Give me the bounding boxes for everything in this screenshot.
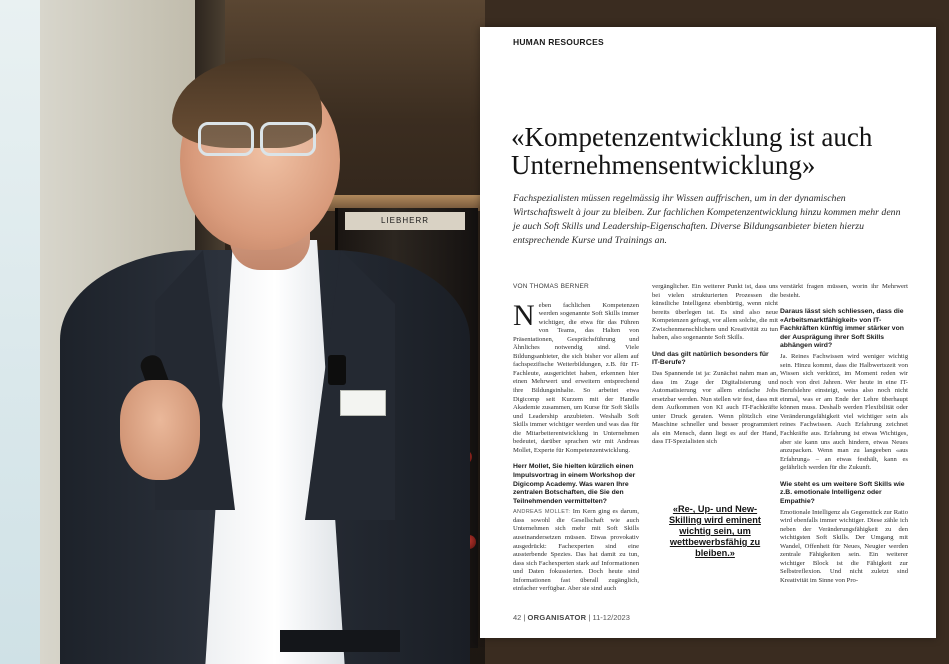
magazine-name: ORGANISATOR	[527, 613, 587, 622]
text-column-3	[780, 283, 908, 613]
article-lead: Fachspezialisten müssen regelmässig ihr Wissen auffrischen, um in der dynamischen Wirtschaftswelt à jour zu bleiben. Zur fachlichen Kompetenzentwicklung hinzu kommen mehr denn je auch Soft Skills und Leadership-Eigenschaften. Diverse Bildungsanbieter bieten hierzu entsprechende Kurse und Trainings an.	[513, 193, 901, 246]
text-column-1	[513, 283, 639, 613]
interview-question: Daraus lässt sich schliessen, dass die «Arbeitsmarktfähigkeit» von IT-Fachkräften künftig immer stärker von der Ausprägung ihrer Soft Skills abhängen wird?	[780, 308, 904, 350]
hand	[120, 380, 200, 480]
fridge-label: LIEBHERR	[345, 212, 465, 230]
body-paragraph: vergänglicher. Ein weiterer Punkt ist, dass uns bei vielen strukturierten Prozessen die künstliche Intelligenz ebenbürtig, wenn nicht bereits überlegen ist. Es sind also neue Kompetenzen gefragt, vor allem solche, die mit Zwischenmenschlichem und Kreativität zu tun haben, also sogenannte Soft Skills.	[652, 283, 778, 342]
pull-quote	[662, 504, 768, 559]
text-column-2	[652, 283, 778, 488]
clip-microphone	[328, 355, 346, 385]
body-paragraph: Emotionale Intelligenz als Gegenstück zur Ratio wird ebenfalls immer wichtiger. Diese zähle ich neben der Veränderungsfähigkeit zu den wichtigsten Soft Skills. Der Umgang mit Wandel, Offenheit für Neues, Neugier werden zentrale Fähigkeiten sein. Ein weiterer wichtiger Block ist die Fähigkeit zur Selbstreflexion. Und nicht zuletzt sind Kreativität im Sinne von Pro-	[780, 508, 908, 584]
body-paragraph: Das Spannende ist ja: Zunächst nahm man an, dass im Zuge der Digitalisierung und Automatisierung vor allem einfache Jobs ersetzbar werden. Nun stellen wir fest, dass mit dem Aufkommen von KI auch IT-Fachkräfte unter Druck geraten. Wenn plötzlich eine Maschine schneller und besser programmiert als ein Mensch, dann liegt es auf der Hand, dass IT-Spezialisten sich	[652, 370, 778, 446]
intro-paragraph	[513, 298, 639, 456]
interview-question: Wie steht es um weitere Soft Skills wie z.B. emotionale Intelligenz oder Empathie?	[780, 480, 905, 505]
page-number: 42	[513, 613, 522, 622]
section-label: HUMAN RESOURCES	[513, 37, 604, 47]
article-headline: «Kompetenzentwicklung ist auch Unternehmensentwicklung»	[511, 122, 873, 180]
interview-question: Herr Mollet, Sie hielten kürzlich einen Impulsvortrag in einem Workshop der Digicomp Academy. Was waren Ihre zentralen Botschaften, die Sie den Teilnehmenden vermittelten?	[513, 463, 636, 505]
issue-date: 11-12/2023	[592, 613, 630, 622]
drop-cap: N	[513, 298, 535, 332]
magazine-page	[480, 27, 936, 638]
answer-text: Im Kern ging es darum, dass sowohl die Gesellschaft wie auch Unternehmen sich mehr mit Soft Skills auseinandersetzen müssen. Etwas provokativ ausgedrückt: Fachexperten sind eine aussterbende Spezies. Das hat damit zu tun, dass sich Fachexperten stark auf Informationen und Daten fokussierten. Doch heute sind Informationen fast überall zugänglich, einfacher verfügbar. Aber sie sind auch	[513, 508, 639, 593]
byline: VON THOMAS BERNER	[513, 283, 589, 290]
presenter	[40, 50, 480, 664]
intro-text: eben fachlichen Kompetenzen werden sogenannte Soft Skills immer wichtiger, die etwa für das Führen von Teams, das Halten von Präsentationen, Gesprächsführung und Ähnliches notwendig sind. Viele Bildungsanbieter, die sich bisher vor allem auf fachspezifische Weiterbildungen, z.B. für IT-Fachleute, ausgerichtet haben, erkennen hier einen Mehrwert und erweitern entsprechend ihre Bildungsinhalte. So arbeitet etwa Digicomp seit Kurzem mit der Handle Akademie zusammen, um Kurse für Soft Skills und Leadership anzubieten. Weshalb Soft Skills immer wichtiger werden und was das für die Mitarbeiterentwicklung in Unternehmen bedeutet, darüber sprachen wir mit Andreas Mollet, Experte für Kompetenzentwicklung.	[513, 301, 639, 454]
name-badge	[340, 390, 386, 416]
interview-question: Und das gilt natürlich besonders für IT-Berufe?	[652, 350, 769, 367]
page-footer: 42 | ORGANISATOR | 11-12/2023	[513, 613, 630, 622]
body-paragraph: Ja. Reines Fachwissen wird weniger wichtig sein. Hinzu kommt, dass die Halbwertszeit von Wissen sich verkürzt, im Moment reden wir noch von drei Jahren. Wer heute in eine IT-Berufslehre einsteigt, weiss also noch nicht einmal, was er am Ende der Lehre überhaupt können muss. Deshalb werden Flexibilität oder Veränderungsfähigkeit viel wichtiger sein als reines Fachwissen. Auch Erfahrung zeichnet Fachkräfte aus. Erfahrung ist etwas Wichtiges, aber sie kann uns auch hindern, etwas Neues anzupacken. Wenn man zu langeeben «aus Erfahrung» – an etwas festhält, kann es gefährlich werden für die Zukunft.	[780, 353, 908, 472]
body-paragraph: verstärkt fragen müssen, worin ihr Mehrwert besteht.	[780, 283, 908, 299]
speaker-name: ANDREAS MOLLET:	[513, 509, 571, 516]
glasses	[198, 122, 318, 154]
answer-paragraph	[513, 508, 639, 593]
belt	[280, 630, 400, 652]
pull-quote-text: «Re-, Up- und New-Skilling wird eminent wichtig sein, um wettbewerbsfähig zu bleiben.»	[669, 504, 761, 558]
